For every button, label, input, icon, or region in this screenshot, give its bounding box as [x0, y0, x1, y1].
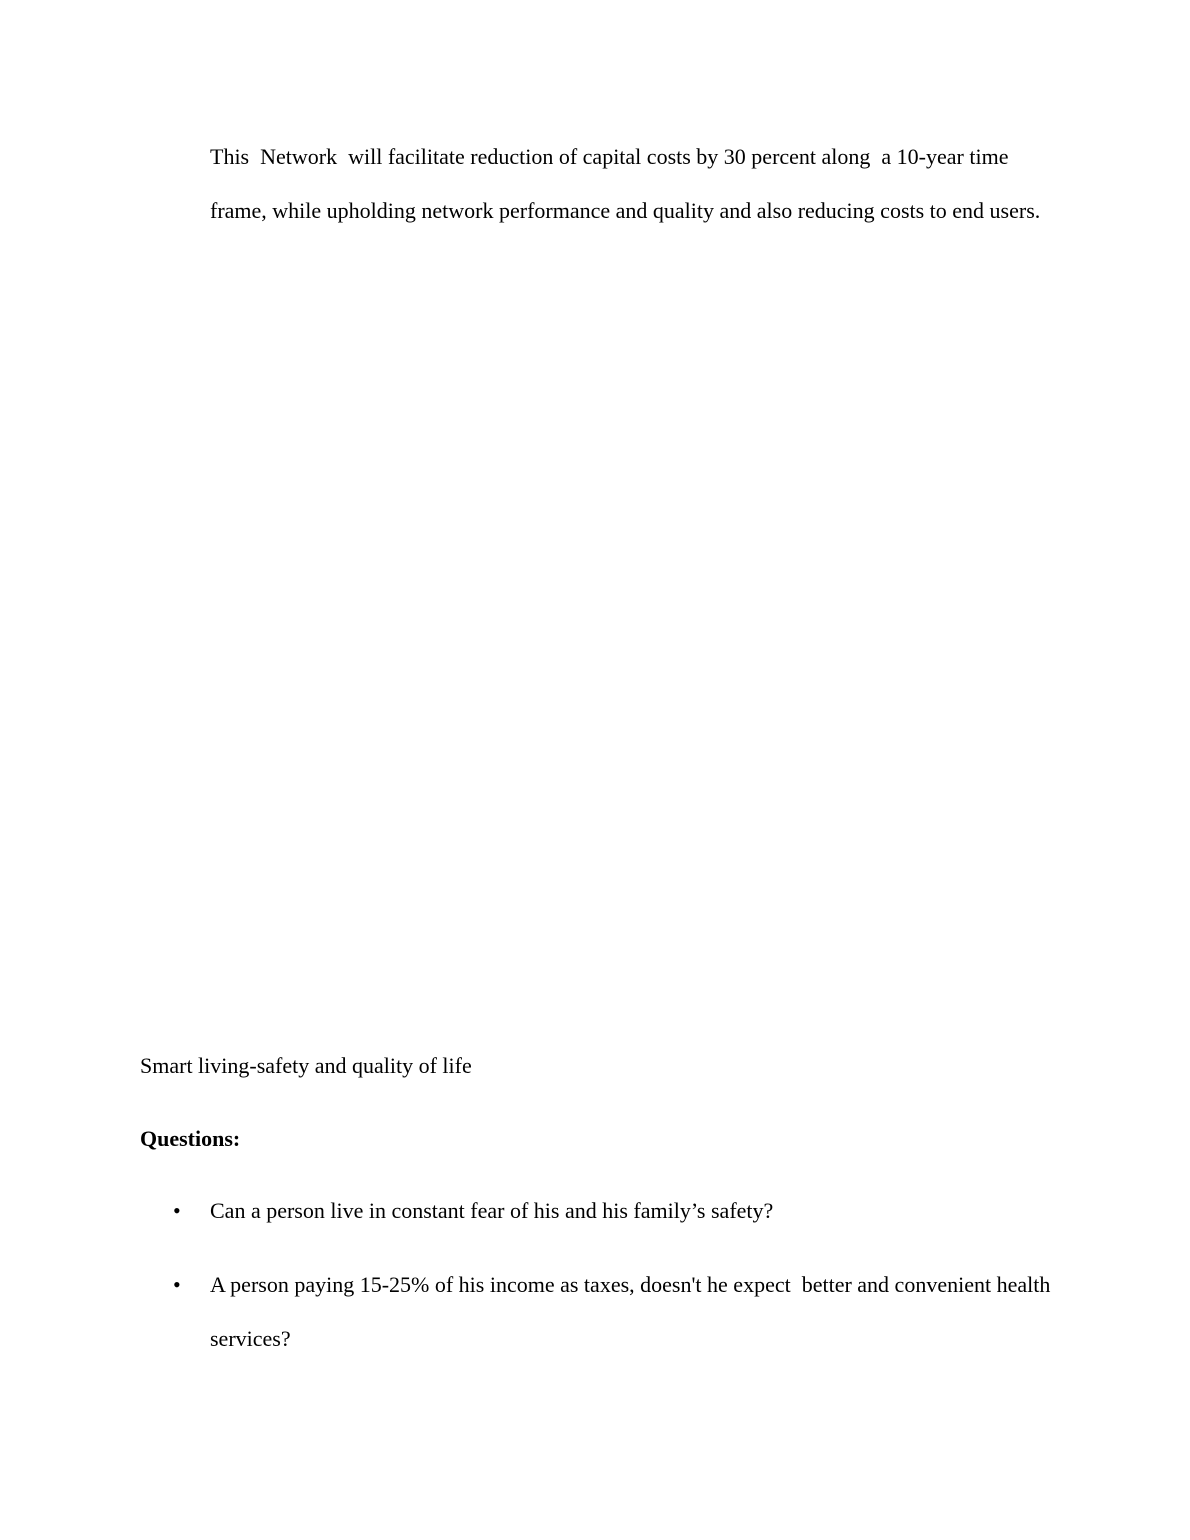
list-item	[0, 1258, 1190, 1366]
section-heading: Smart living-safety and quality of life	[140, 1053, 472, 1078]
intro-paragraph: This Network will facilitate reduction of capital costs by 30 percent along a 10-year time frame, while upholding network performance and quality and also reducing costs to end users.	[210, 144, 1041, 223]
list-item	[0, 1184, 1190, 1238]
question-list	[0, 1184, 1190, 1386]
questions-label: Questions:	[140, 1126, 241, 1151]
question-text: A person paying 15-25% of his income as taxes, doesn't he expect better and convenient health services?	[210, 1272, 1056, 1351]
bullet-icon: •	[173, 1198, 181, 1223]
bullet-icon: •	[173, 1272, 181, 1297]
question-text: Can a person live in constant fear of his and his family’s safety?	[210, 1198, 774, 1223]
